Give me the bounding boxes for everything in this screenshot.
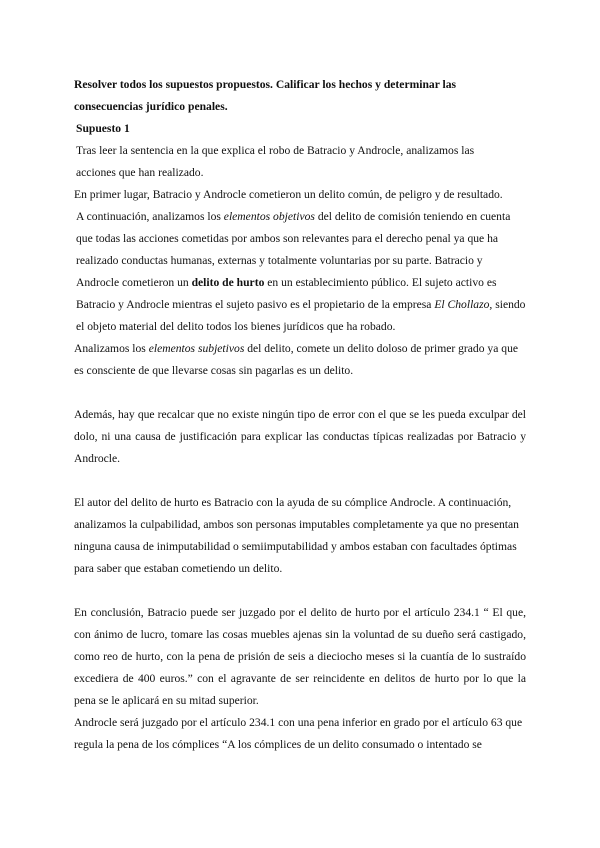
assignment-heading — [74, 74, 526, 118]
text-run: Analizamos los — [74, 342, 149, 355]
paragraph-first-place: En primer lugar, Batracio y Androcle cometieron un delito común, de peligro y de resultado. — [74, 188, 503, 201]
text-run: del delito, comete un delito doloso de primer grado ya que es consciente de que llevarse cosas sin pagarlas es un delito. — [74, 342, 519, 377]
heading-line-2: consecuencias jurídico penales. — [74, 100, 228, 113]
heading-line-1: Resolver todos los supuestos propuestos. Calificar los hechos y determinar las — [74, 78, 457, 91]
paragraph-author-culpability: El autor del delito de hurto es Batracio con la ayuda de su cómplice Androcle. A continuación, analizamos la culpabilidad, ambos son personas imputables completamente ya que no presentan ninguna causa de inimputabilidad o semiimputabilidad y ambos estaban con facultades óptimas para saber que estaban cometiendo un delito. — [74, 496, 519, 575]
emphasis-objective-elements: elementos objetivos — [223, 210, 315, 223]
text-run: en un establecimiento público. El sujeto activo es Batracio y Androcle mientras el sujeto pasivo es el propietario de la empresa — [76, 276, 497, 311]
paragraph-conclusion: En conclusión, Batracio puede ser juzgado por el delito de hurto por el artículo 234.1 “ El que, con ánimo de lucro, tomare las cosas muebles ajenas sin la voluntad de su dueño será castigado, como reo de hurto, con la pena de prisión de seis a dieciocho meses si la cuantía de lo sustraído excediera de 400 euros.” con el agravante de ser reincidente en delitos de hurto por lo que la pena se le aplicará en su mitad superior. — [74, 606, 526, 707]
text-run: A continuación, analizamos los — [76, 210, 224, 223]
paragraph-androcle: Androcle será juzgado por el artículo 234.1 con una pena inferior en grado por el artículo 63 que regula la pena de los cómplices “A los cómplices de un delito consumado o intentado se — [74, 716, 523, 751]
paragraph-objective-elements — [74, 206, 526, 338]
emphasis-company-name: El Chollazo, — [434, 298, 493, 311]
emphasis-delito-hurto: delito de hurto — [191, 276, 265, 289]
emphasis-subjective-elements: elementos subjetivos — [148, 342, 245, 355]
text-run: del delito de comisión teniendo en cuenta que todas las acciones cometidas por ambos son relevantes para el derecho penal ya que ha realizado conductas humanas, externas y totalmente voluntarias por su parte. Batracio y Androcle cometieron un — [76, 210, 511, 289]
paragraph-subjective-elements — [74, 338, 526, 382]
paragraph-no-error: Además, hay que recalcar que no existe ningún tipo de error con el que se les pueda exculpar del dolo, ni una causa de justificación para explicar las conductas típicas realizadas por Batracio y Androcle. — [74, 408, 526, 465]
text-run: siendo el objeto material del delito todos los bienes jurídicos que ha robado. — [76, 298, 526, 333]
section-subtitle: Supuesto 1 — [76, 122, 130, 135]
paragraph-intro: Tras leer la sentencia en la que explica el robo de Batracio y Androcle, analizamos las acciones que han realizado. — [76, 144, 475, 179]
